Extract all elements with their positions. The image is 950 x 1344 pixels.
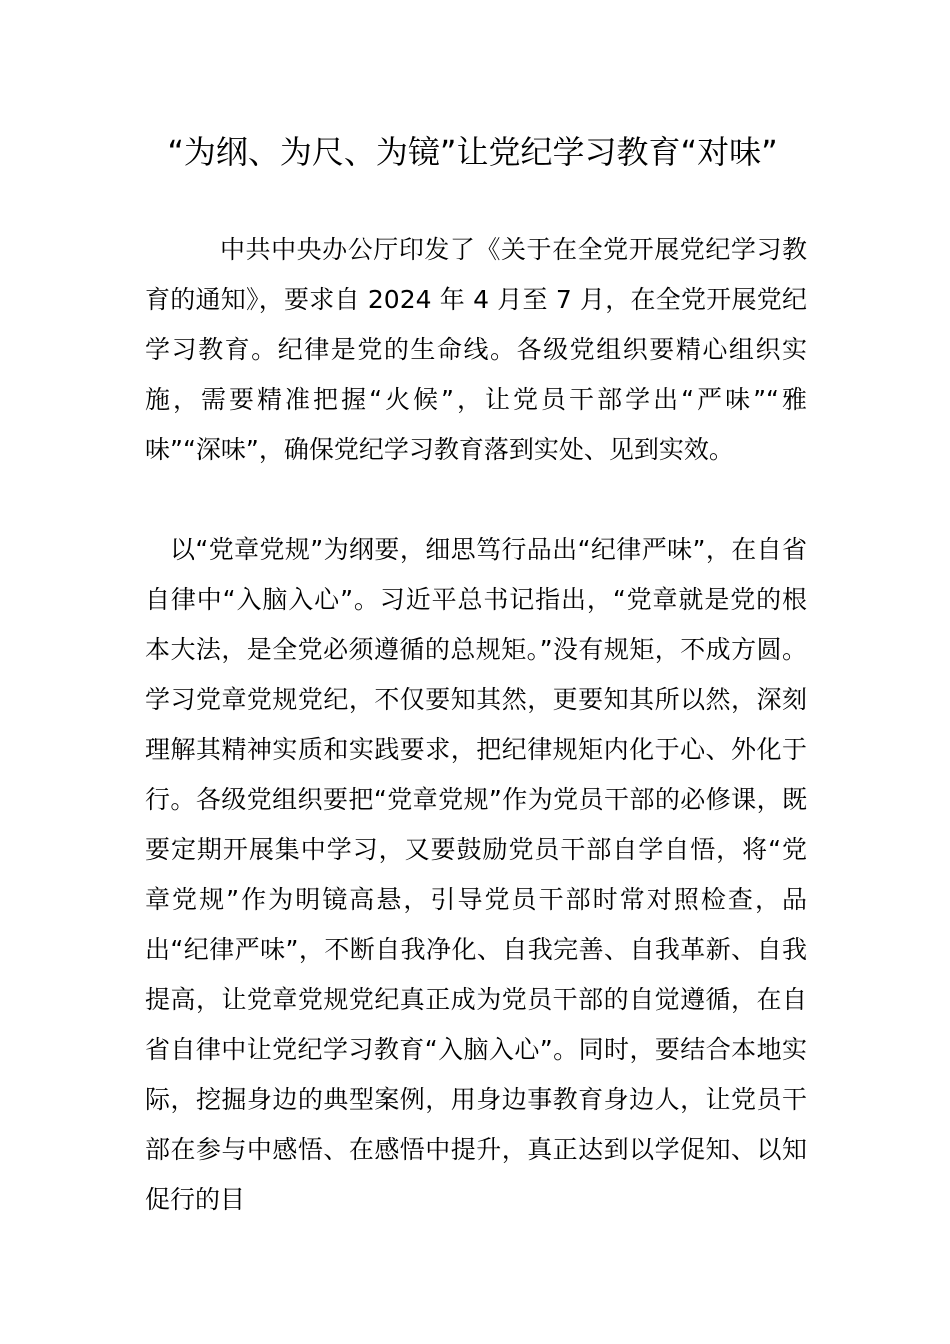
paragraph-intro: 中共中央办公厅印发了《关于在全党开展党纪学习教育的通知》，要求自 2024 年 4 月至 7 月，在全党开展党纪学习教育。纪律是党的生命线。各级党组织要精心组织实施，需要精准把握“火候”，让党员干部学出“严味”“雅味”“深味”，确保党纪学习教育落到实处、见到实效。	[145, 235, 807, 464]
document-title: “为纲、为尺、为镜”让党纪学习教育“对味”	[167, 133, 778, 171]
paragraph-body: 以“党章党规”为纲要，细思笃行品出“纪律严味”，在自省自律中“入脑入心”。习近平总书记指出，“党章就是党的根本大法，是全党必须遵循的总规矩。”没有规矩，不成方圆。学习党章党规党纪，不仅要知其然，更要知其所以然，深刻理解其精神实质和实践要求，把纪律规矩内化于心、外化于行。各级党组织要把“党章党规”作为党员干部的必修课，既要定期开展集中学习，又要鼓励党员干部自学自悟，将“党章党规”作为明镜高悬，引导党员干部时常对照检查，品出“纪律严味”，不断自我净化、自我完善、自我革新、自我提高，让党章党规党纪真正成为党员干部的自觉遵循，在自省自律中让党纪学习教育“入脑入心”。同时，要结合本地实际，挖掘身边的典型案例，用身边事教育身边人，让党员干部在参与中感悟、在感悟中提升，真正达到以学促知、以知促行的目	[145, 535, 807, 1214]
